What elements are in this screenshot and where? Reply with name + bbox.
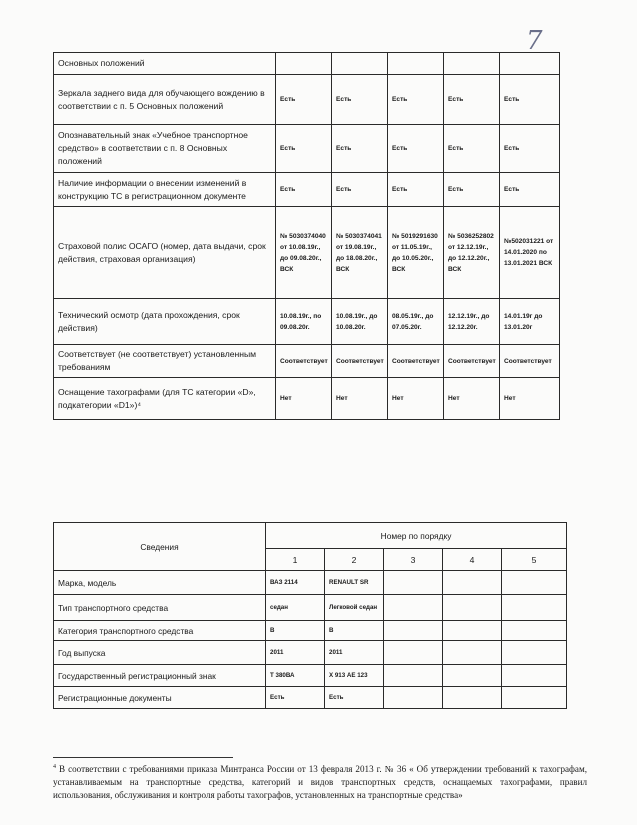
requirement-value [444,53,500,75]
footnote-divider [53,757,233,758]
requirement-value: Соответствует [444,345,500,378]
requirement-value: Есть [332,173,388,207]
requirement-value: Есть [276,173,332,207]
header-svedeniya: Сведения [54,523,266,571]
vehicle-info-value: Легковой седан [325,595,384,621]
vehicle-info-label: Марка, модель [54,571,266,595]
requirement-value: Нет [388,378,444,420]
vehicle-info-value: В [266,621,325,641]
vehicle-info-row [54,621,567,641]
vehicle-info-row [54,665,567,687]
requirement-value: Нет [332,378,388,420]
requirement-label: Зеркала заднего вида для обучающего вождению в соответствии с п. 5 Основных положений [54,75,276,125]
vehicle-info-value [443,665,502,687]
requirement-row [54,345,560,378]
footnote-marker: 4 [53,764,56,770]
vehicle-info-value: Т 380ВА [266,665,325,687]
vehicle-info-table [53,522,567,709]
requirement-value: Есть [500,173,560,207]
requirement-label: Наличие информации о внесении изменений в конструкцию ТС в регистрационном документе [54,173,276,207]
vehicle-info-label: Регистрационные документы [54,687,266,709]
requirement-value: Есть [444,173,500,207]
requirement-value: №502031221 от 14.01.2020 по 13.01.2021 ВСК [500,207,560,299]
requirement-row [54,173,560,207]
requirement-label: Опознавательный знак «Учебное транспортное средство» в соответствии с п. 8 Основных положений [54,125,276,173]
vehicle-info-value [384,571,443,595]
requirement-value: Есть [388,173,444,207]
column-number: 1 [266,549,325,571]
requirement-value: Соответствует [388,345,444,378]
vehicle-info-value [502,595,567,621]
vehicle-info-value [384,595,443,621]
footnote-text: В соответствии с требованиями приказа Минтранса России от 13 февраля 2013 г. № 36 « Об утверждении требований к тахографам, устанавливаемым на транспортные средства, категорий и видов транспортных средств, оснащаемых тахографами, правил использования, обслуживания и контроля работы тахографов, установленных на транспортные средства» [53,764,587,801]
requirement-value: Есть [332,75,388,125]
requirement-row [54,378,560,420]
requirement-value: Соответствует [500,345,560,378]
requirement-value: 10.08.19г., по 09.08.20г. [276,299,332,345]
vehicle-info-value: Есть [325,687,384,709]
header-number-group: Номер по порядку [266,523,567,549]
vehicle-info-row [54,641,567,665]
vehicle-info-value [384,621,443,641]
vehicle-info-value: Есть [266,687,325,709]
vehicle-info-label: Год выпуска [54,641,266,665]
vehicle-info-value [384,687,443,709]
vehicle-info-value [502,571,567,595]
requirement-row [54,125,560,173]
vehicle-info-value: Х 913 АЕ 123 [325,665,384,687]
vehicle-info-label: Государственный регистрационный знак [54,665,266,687]
requirement-value: Есть [500,75,560,125]
requirement-value: Есть [388,125,444,173]
column-number: 3 [384,549,443,571]
requirement-row [54,75,560,125]
requirement-value: Есть [500,125,560,173]
vehicle-info-value [443,621,502,641]
vehicle-info-value [384,665,443,687]
requirement-value: Есть [276,75,332,125]
vehicle-info-value [502,665,567,687]
requirement-label: Страховой полис ОСАГО (номер, дата выдачи, срок действия, страховая организация) [54,207,276,299]
requirement-value: № 5030374040 от 10.08.19г., до 09.08.20г., ВСК [276,207,332,299]
column-number: 2 [325,549,384,571]
requirement-value: 10.08.19г., до 10.08.20г. [332,299,388,345]
requirement-value: Есть [332,125,388,173]
requirement-value: Нет [444,378,500,420]
vehicle-info-row [54,571,567,595]
requirement-value: 08.05.19г., до 07.05.20г. [388,299,444,345]
requirement-value [332,53,388,75]
requirement-row [54,53,560,75]
requirement-value: № 5036252802 от 12.12.19г., до 12.12.20г., ВСК [444,207,500,299]
requirement-value: Есть [388,75,444,125]
requirement-value: Есть [444,75,500,125]
vehicle-info-value [384,641,443,665]
requirement-value: 12.12.19г., до 12.12.20г. [444,299,500,345]
vehicle-info-value: RENAULT SR [325,571,384,595]
footnote [53,761,587,803]
requirement-value: Соответствует [276,345,332,378]
vehicle-info-value: 2011 [266,641,325,665]
requirement-value: 14.01.19г до 13.01.20г [500,299,560,345]
vehicle-info-label: Тип транспортного средства [54,595,266,621]
vehicle-info-row [54,595,567,621]
column-number: 5 [502,549,567,571]
vehicle-info-value [443,595,502,621]
requirement-row [54,207,560,299]
requirement-value: Нет [500,378,560,420]
requirement-value: № 5030374041 от 19.08.19г., до 18.08.20г., ВСК [332,207,388,299]
requirement-label: Соответствует (не соответствует) установленным требованиям [54,345,276,378]
vehicle-info-value [443,571,502,595]
vehicle-info-value [502,641,567,665]
vehicle-requirements-table [53,52,560,420]
requirement-value: Есть [444,125,500,173]
requirement-label: Оснащение тахографами (для ТС категории «D», подкатегории «D1»)⁴ [54,378,276,420]
vehicle-info-value: ВАЗ 2114 [266,571,325,595]
vehicle-info-label: Категория транспортного средства [54,621,266,641]
requirement-value [276,53,332,75]
requirement-label: Технический осмотр (дата прохождения, срок действия) [54,299,276,345]
vehicle-info-value [502,687,567,709]
requirement-value: Есть [276,125,332,173]
requirement-value: Соответствует [332,345,388,378]
requirement-value [388,53,444,75]
vehicle-info-value: седан [266,595,325,621]
vehicle-info-value: 2011 [325,641,384,665]
requirement-label: Основных положений [54,53,276,75]
vehicle-info-value [443,687,502,709]
requirement-row [54,299,560,345]
requirement-value [500,53,560,75]
vehicle-info-row [54,687,567,709]
column-number: 4 [443,549,502,571]
vehicle-info-value: В [325,621,384,641]
requirement-value: № 5019291630 от 11.05.19г., до 10.05.20г., ВСК [388,207,444,299]
vehicle-info-value [443,641,502,665]
page-number-handwritten: 7 [526,26,543,56]
requirement-value: Нет [276,378,332,420]
vehicle-info-value [502,621,567,641]
